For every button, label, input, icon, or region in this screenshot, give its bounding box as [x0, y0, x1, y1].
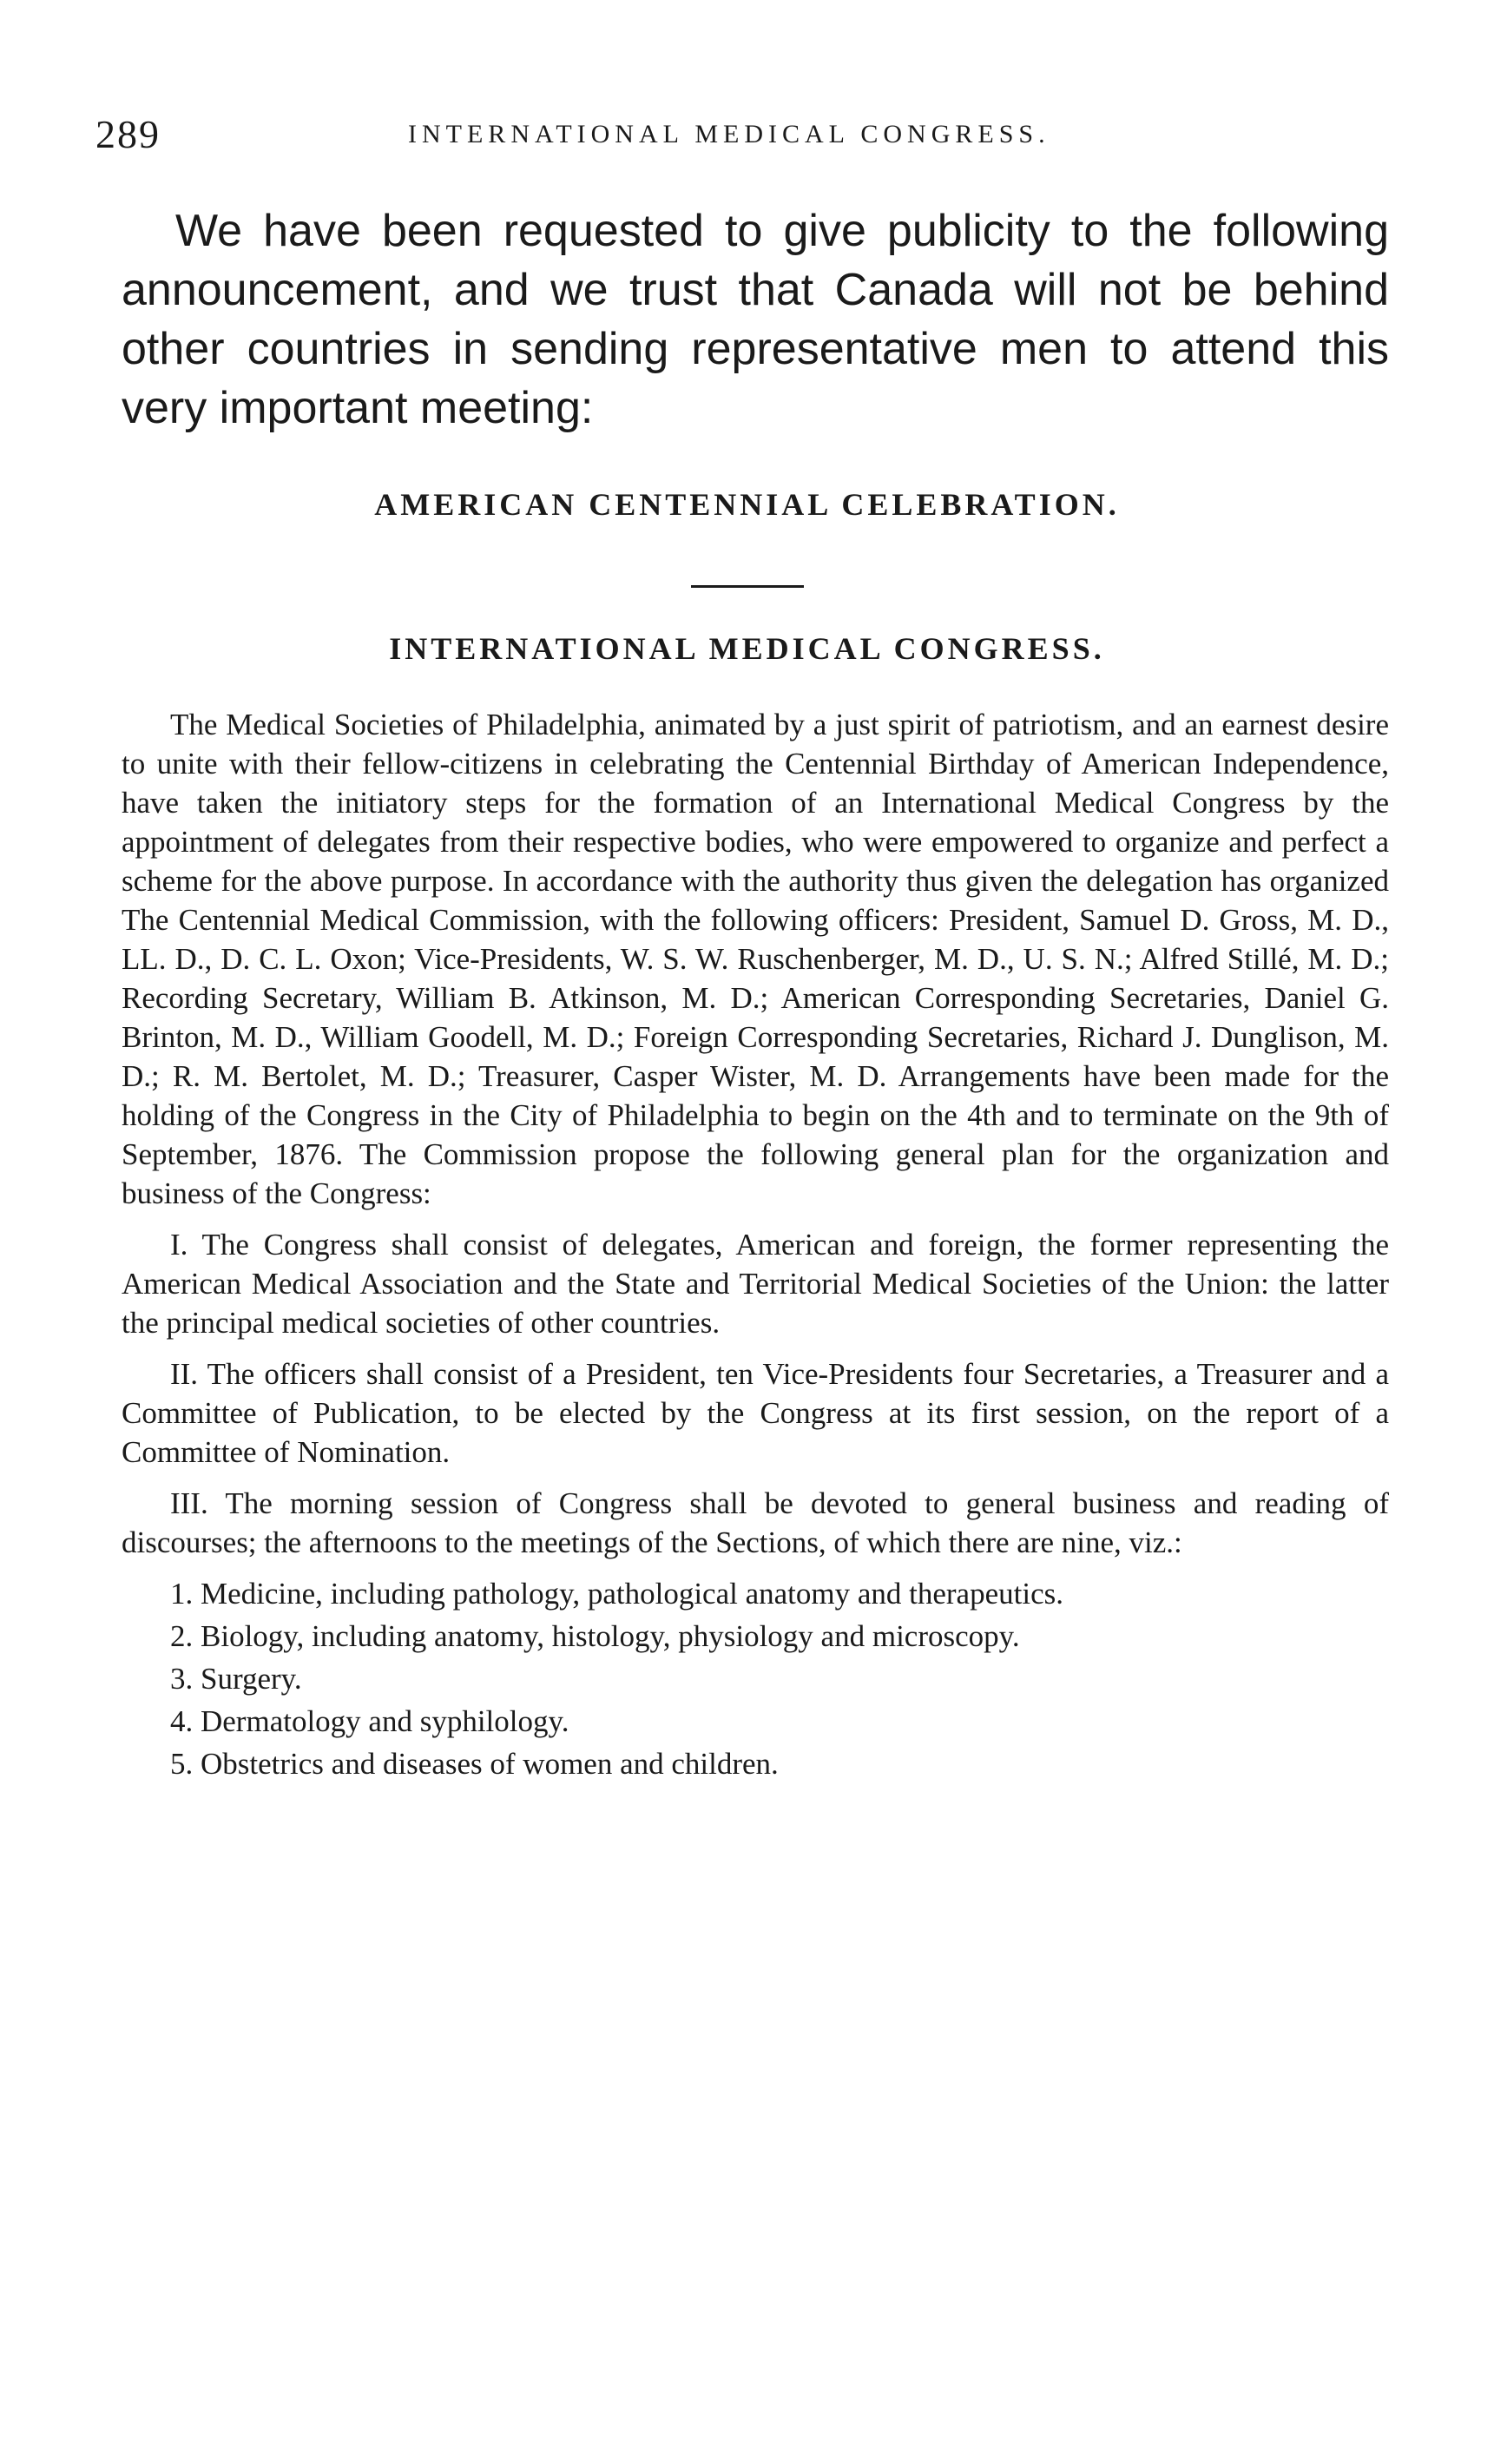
article-2: II. The officers shall consist of a President, ten Vice-Presidents four Secretaries, a Treasurer and a Committee of Publication, to be elected by the Congress at its first session, on the report of a Committee of Nomination.: [122, 1357, 1389, 1469]
list-item: 4. Dermatology and syphilology.: [170, 1704, 569, 1738]
running-head: [0, 111, 1494, 163]
main-paragraph: The Medical Societies of Philadelphia, animated by a just spirit of patriotism, and an earnest desire to unite with their fellow-citizens in celebrating the Centennial Birthday of American Independence, have taken the initiatory steps for the formation of an International Medical Congress by the appointment of delegates from their respective bodies, who were empowered to organize and perfect a scheme for the above purpose. In accordance with the authority thus given the delegation has organized The Centennial Medical Commission, with the following officers: President, Samuel D. Gross, M. D., LL. D., D. C. L. Oxon; Vice-Presidents, W. S. W. Ruschenberger, M. D., U. S. N.; Alfred Stillé, M. D.; Recording Secretary, William B. Atkinson, M. D.; American Corresponding Secretaries, Daniel G. Brinton, M. D., William Goodell, M. D.; Foreign Corresponding Secretaries, Richard J. Dunglison, M. D.; R. M. Bertolet, M. D.; Treasurer, Casper Wister, M. D. Arrangements have been made for the holding of the Congress in the City of Philadelphia to begin on the 4th and to terminate on the 9th of September, 1876. The Commission propose the following general plan for the organization and business of the Congress:: [122, 708, 1389, 1210]
article-3: III. The morning session of Congress shall be devoted to general business and reading of discourses; the afternoons to the meetings of the Sections, of which there are nine, viz.:: [122, 1486, 1389, 1559]
heading-congress: INTERNATIONAL MEDICAL CONGRESS.: [389, 631, 1105, 666]
list-item: 1. Medicine, including pathology, pathological anatomy and therapeutics.: [170, 1577, 1063, 1611]
running-title: INTERNATIONAL MEDICAL CONGRESS.: [408, 120, 1050, 148]
list-item: 3. Surgery.: [170, 1662, 302, 1696]
sections-list: [122, 1574, 1389, 1783]
article-body: [122, 705, 1389, 1787]
page-number: 289: [95, 112, 161, 156]
list-item: 2. Biology, including anatomy, histology, physiology and microscopy.: [170, 1619, 1020, 1653]
list-item: 5. Obstetrics and diseases of women and children.: [170, 1747, 779, 1781]
heading-celebration: AMERICAN CENTENNIAL CELEBRATION.: [374, 487, 1120, 522]
section-divider: [691, 585, 804, 588]
article-1: I. The Congress shall consist of delegates, American and foreign, the former representing the American Medical Association and the State and Territorial Medical Societies of the Union: the latter the principal medical societies of other countries.: [122, 1228, 1389, 1340]
intro-paragraph: We have been requested to give publicity to the following announcement, and we trust that Canada will not be behind other countries in sending representative men to attend this very important meeting:: [122, 206, 1389, 433]
